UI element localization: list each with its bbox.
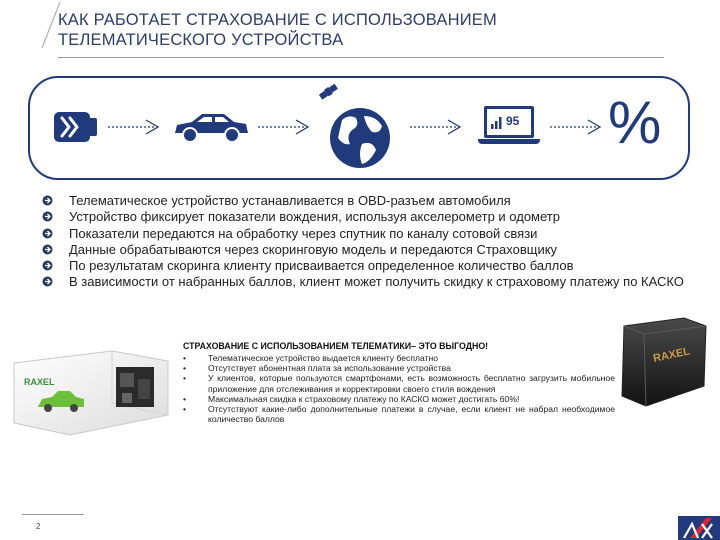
process-step-text: Показатели передаются на обработку через спутник по каналу сотовой связи	[69, 225, 538, 241]
list-item	[42, 274, 697, 290]
car-icon	[172, 111, 250, 145]
benefits-list	[183, 353, 615, 424]
flow-arrow-icon	[108, 118, 162, 136]
list-item	[183, 353, 615, 363]
promo-title: СТРАХОВАНИЕ С ИСПОЛЬЗОВАНИЕМ ТЕЛЕМАТИКИ– ЭТО ВЫГОДНО!	[183, 341, 489, 351]
obd-device-icon	[54, 109, 98, 145]
page-number: 2	[36, 522, 41, 531]
process-flow-panel	[28, 76, 690, 180]
laptop-screen	[484, 106, 534, 138]
list-item	[42, 242, 697, 258]
arrow-bullet-icon	[42, 260, 53, 271]
list-item	[183, 394, 615, 404]
laptop-score-icon	[478, 106, 542, 152]
page-title-line-1: КАК РАБОТАЕТ СТРАХОВАНИЕ С ИСПОЛЬЗОВАНИЕМ	[58, 11, 497, 29]
raxel-product-box-image	[12, 345, 170, 437]
page-title	[58, 10, 618, 50]
title-divider	[58, 57, 664, 58]
list-item	[183, 373, 615, 393]
list-item	[42, 193, 697, 209]
laptop-score: 95	[506, 114, 520, 128]
percent-icon: %	[608, 89, 662, 156]
page-title-line-2: ТЕЛЕМАТИЧЕСКОГО УСТРОЙСТВА	[58, 31, 344, 49]
list-item	[42, 258, 697, 274]
bullet-dot-icon: •	[183, 404, 187, 415]
flow-arrow-icon	[258, 118, 312, 136]
benefit-text: Максимальная скидка к страховому платежу по КАСКО может достигать 60%!	[208, 393, 520, 404]
bullet-dot-icon: •	[183, 373, 187, 384]
footer-divider	[22, 514, 84, 515]
device-brand-label: RAXEL	[652, 345, 692, 365]
benefit-text: У клиентов, которые пользуются смартфонами, есть возможность бесплатно загрузить мобильное приложение для отслеживания и корректировки своего стиля вождения	[208, 373, 615, 394]
list-item	[183, 363, 615, 373]
bar-chart-icon	[491, 117, 503, 129]
bullet-dot-icon: •	[183, 363, 187, 374]
flow-arrow-icon	[410, 118, 464, 136]
process-step-text: Телематическое устройство устанавливается в OBD-разъем автомобиля	[69, 193, 511, 208]
arrow-bullet-icon	[42, 244, 53, 255]
process-steps-list	[42, 193, 697, 291]
laptop-base	[478, 139, 540, 144]
list-item	[42, 226, 697, 242]
list-item	[183, 404, 615, 424]
arrow-bullet-icon	[42, 195, 53, 206]
benefit-text: Отсутствует абонентная плата за использование устройства	[208, 363, 451, 374]
bullet-dot-icon: •	[183, 393, 187, 404]
axa-logo	[678, 516, 720, 540]
process-step-text: По результатам скоринга клиенту присваивается определенное количество баллов	[69, 258, 574, 274]
raxel-device-image	[614, 316, 710, 414]
process-step-text: Данные обрабатываются через скоринговую модель и передаются Страховщику	[69, 241, 558, 257]
list-item	[42, 209, 697, 225]
box-brand-label: RAXEL	[24, 377, 55, 387]
satellite-globe-icon	[316, 80, 392, 176]
process-step-text: В зависимости от набранных баллов, клиент может получить скидку к страховому платежу по КАСКО	[69, 274, 684, 290]
benefit-text: Отсутствуют какие-либо дополнительные платежи в случае, если клиент не набрал необходимое количество баллов	[208, 404, 615, 425]
arrow-bullet-icon	[42, 276, 53, 287]
process-step-text: Устройство фиксирует показатели вождения, используя акселерометр и одометр	[69, 209, 560, 225]
arrow-bullet-icon	[42, 228, 53, 239]
arrow-bullet-icon	[42, 211, 53, 222]
bullet-dot-icon: •	[183, 353, 187, 363]
benefit-text: Телематическое устройство выдается клиенту бесплатно	[208, 353, 439, 363]
flow-arrow-icon	[550, 118, 604, 136]
